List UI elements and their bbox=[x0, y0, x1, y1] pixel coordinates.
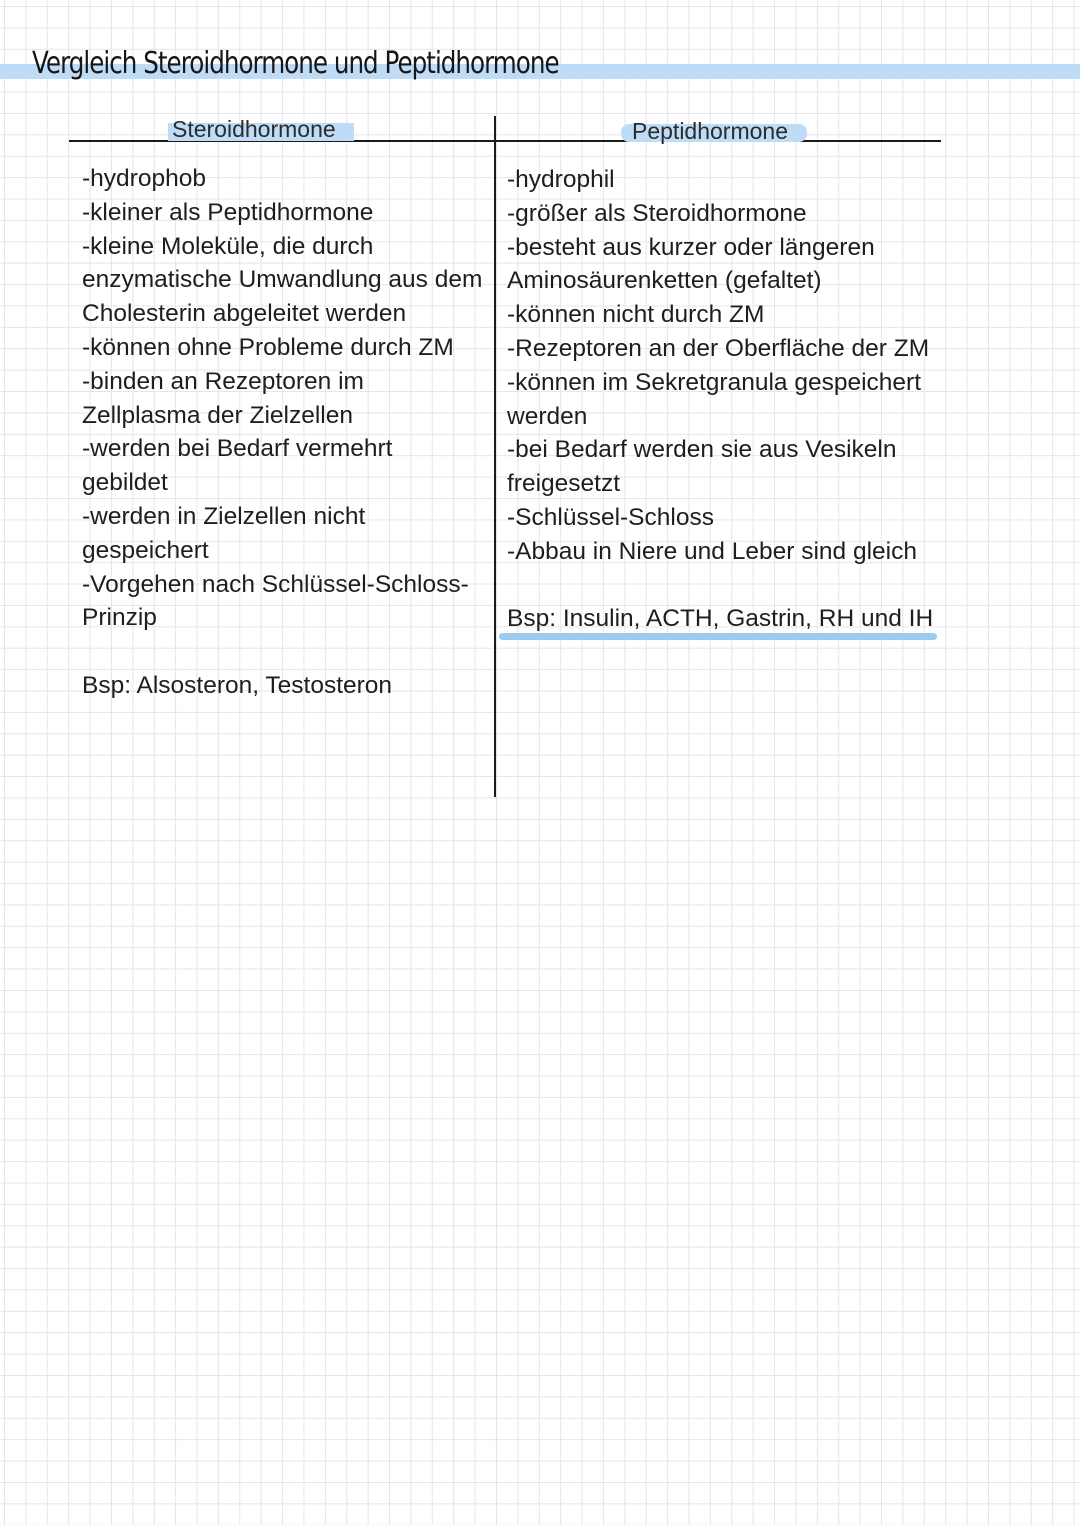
peptid-line: -besteht aus kurzer oder längeren bbox=[507, 233, 875, 261]
peptid-column bbox=[507, 163, 947, 636]
steroid-line: Cholesterin abgeleitet werden bbox=[82, 300, 407, 328]
peptid-line: -können im Sekretgranula gespeichert bbox=[507, 368, 922, 396]
steroid-line: Prinzip bbox=[82, 604, 157, 632]
peptid-line: -größer als Steroidhormone bbox=[507, 199, 807, 227]
steroid-line: -Vorgehen nach Schlüssel-Schloss- bbox=[82, 570, 469, 598]
column-header-steroidhormone bbox=[172, 116, 336, 143]
column-divider bbox=[494, 116, 496, 797]
peptid-line: -Rezeptoren an der Oberfläche der ZM bbox=[507, 334, 930, 362]
steroid-line: gespeichert bbox=[82, 536, 209, 564]
steroid-line: -werden bei Bedarf vermehrt bbox=[82, 435, 393, 463]
peptid-line: Aminosäurenketten (gefaltet) bbox=[507, 267, 822, 295]
blank-line bbox=[82, 635, 492, 669]
column-header-peptidhormone bbox=[632, 118, 788, 145]
steroid-line: -kleiner als Peptidhormone bbox=[82, 198, 374, 226]
peptid-line: -Abbau in Niere und Leber sind gleich bbox=[507, 537, 917, 565]
peptid-line: freigesetzt bbox=[507, 470, 621, 498]
peptid-line: -Schlüssel-Schloss bbox=[507, 503, 714, 531]
steroid-column bbox=[82, 162, 492, 703]
steroid-line: -werden in Zielzellen nicht bbox=[82, 502, 366, 530]
steroid-line: -kleine Moleküle, die durch bbox=[82, 232, 374, 260]
peptid-line: werden bbox=[507, 402, 588, 430]
peptid-line: -bei Bedarf werden sie aus Vesikeln bbox=[507, 436, 897, 464]
blank-line bbox=[507, 569, 947, 603]
column-header-steroidhormone-label: Steroidhormone bbox=[172, 116, 336, 142]
steroid-line: gebildet bbox=[82, 469, 168, 497]
page-title: Vergleich Steroidhormone und Peptidhormone bbox=[32, 46, 559, 81]
steroid-line: -hydrophob bbox=[82, 165, 206, 192]
peptid-example-row bbox=[507, 602, 947, 636]
peptid-line: -können nicht durch ZM bbox=[507, 301, 765, 329]
steroid-line: Zellplasma der Zielzellen bbox=[82, 401, 353, 429]
steroid-line: enzymatische Umwandlung aus dem bbox=[82, 266, 483, 294]
peptid-example bbox=[507, 602, 933, 636]
steroid-line: -können ohne Probleme durch ZM bbox=[82, 333, 454, 361]
steroid-example: Bsp: Alsosteron, Testosteron bbox=[82, 671, 393, 699]
column-header-peptidhormone-label: Peptidhormone bbox=[632, 118, 788, 144]
steroid-line: -binden an Rezeptoren im bbox=[82, 367, 364, 395]
peptid-line: -hydrophil bbox=[507, 166, 615, 193]
peptid-example-text: Bsp: Insulin, ACTH, Gastrin, RH und IH bbox=[507, 605, 934, 633]
example-underline-highlight bbox=[499, 633, 937, 640]
